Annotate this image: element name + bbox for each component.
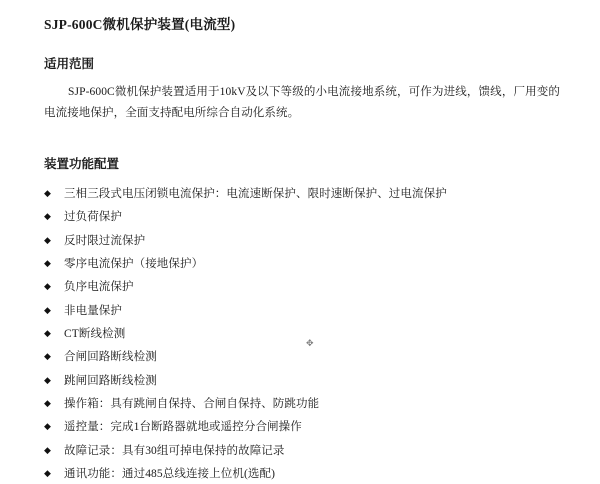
diamond-bullet-icon: ◆: [44, 422, 52, 433]
list-item: [44, 373, 560, 391]
list-item: [44, 256, 560, 274]
diamond-bullet-icon: ◆: [44, 235, 52, 246]
list-item-label: 三相三段式电压闭锁电流保护：电流速断保护、限时速断保护、过电流保护: [64, 188, 447, 201]
diamond-bullet-icon: ◆: [44, 445, 52, 456]
list-item: [44, 209, 560, 227]
list-item-label: 反时限过流保护: [64, 234, 146, 247]
feature-list: [44, 186, 560, 484]
diamond-bullet-icon: ◆: [44, 305, 52, 316]
diamond-bullet-icon: ◆: [44, 282, 52, 293]
list-item-label: 跳闸回路断线检测: [64, 374, 157, 387]
list-item-label: CT断线检测: [64, 328, 126, 340]
list-item: [44, 443, 560, 461]
list-item: [44, 466, 560, 484]
diamond-bullet-icon: ◆: [44, 212, 52, 223]
page-title: SJP-600C微机保护装置(电流型): [44, 17, 236, 32]
list-item-label: 通讯功能：通过485总线连接上位机(选配): [64, 467, 276, 480]
list-item-label: 过负荷保护: [64, 211, 122, 224]
list-item: [44, 233, 560, 251]
diamond-bullet-icon: ◆: [44, 329, 52, 339]
list-item: [44, 279, 560, 297]
diamond-bullet-icon: ◆: [44, 259, 52, 270]
list-item-label: 遥控量：完成1台断路器就地或遥控分合闸操作: [64, 421, 302, 434]
diamond-bullet-icon: ◆: [44, 189, 52, 200]
list-item: [44, 303, 560, 321]
list-item-label: 操作箱：具有跳闸自保持、合闸自保持、防跳功能: [64, 397, 320, 410]
diamond-bullet-icon: ◆: [44, 468, 52, 479]
section-paragraph-scope: SJP-600C微机保护装置适用于10kV及以下等级的小电流接地系统，可作为进线，馈线，厂用变的电流接地保护，全面支持配电所综合自动化系统。: [44, 85, 560, 119]
list-item: [44, 396, 560, 414]
list-item-label: 故障记录：具有30组可掉电保持的故障记录: [64, 444, 285, 457]
move-cursor-icon: ✥: [306, 339, 314, 349]
list-item: [44, 186, 560, 204]
list-item: [44, 419, 560, 437]
diamond-bullet-icon: ◆: [44, 352, 52, 363]
list-item-label: 合闸回路断线检测: [64, 351, 157, 364]
section-heading-features: 装置功能配置: [44, 157, 120, 172]
list-item-label: 非电量保护: [64, 304, 122, 317]
list-item-label: 负序电流保护: [64, 281, 134, 294]
list-item: [44, 326, 560, 344]
diamond-bullet-icon: ◆: [44, 398, 52, 409]
list-item-label: 零序电流保护（接地保护）: [64, 258, 204, 271]
diamond-bullet-icon: ◆: [44, 375, 52, 386]
list-item: [44, 349, 560, 367]
section-heading-scope: 适用范围: [44, 56, 95, 71]
